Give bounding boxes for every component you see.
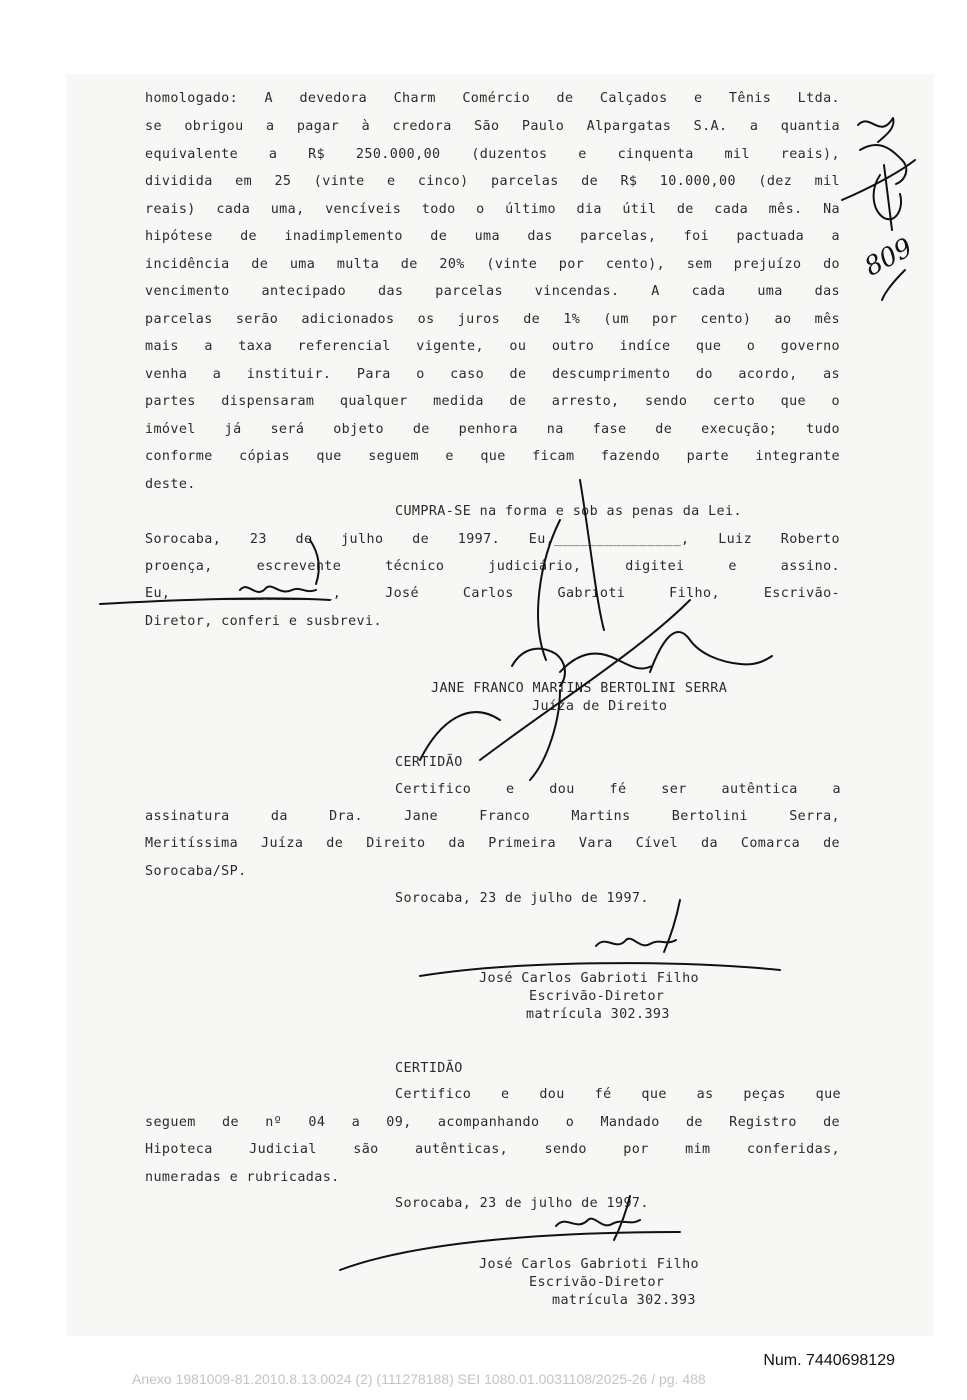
body-line: se obrigou a pagar à credora São Paulo Alpargatas S.A. a quantia — [145, 119, 840, 134]
body-line: reais) cada uma, vencíveis todo o último dia útil de cada mês. Na — [145, 202, 840, 217]
body-line: parcelas serão adicionados os juros de 1% (um por cento) ao mês — [145, 312, 840, 327]
certidao-date: Sorocaba, 23 de julho de 1997. — [395, 891, 649, 906]
body-line: dividida em 25 (vinte e cinco) parcelas de R$ 10.000,00 (dez mil — [145, 174, 840, 189]
certidao-date: Sorocaba, 23 de julho de 1997. — [395, 1196, 649, 1211]
body-line: vencimento antecipado das parcelas vincendas. A cada uma das — [145, 284, 840, 299]
body-line: deste. — [145, 477, 196, 492]
certidao-line: numeradas e rubricadas. — [145, 1170, 340, 1185]
certidao-line: seguem de nº 04 a 09, acompanhando o Mandado de Registro de — [145, 1115, 840, 1130]
signer-role: Escrivão-Diretor — [529, 1275, 665, 1290]
footer-reference: Anexo 1981009-81.2010.8.13.0024 (2) (111278188) SEI 1080.01.0031108/2025-26 / pg. 488 — [132, 1371, 706, 1387]
signer-role: Escrivão-Diretor — [529, 989, 665, 1004]
handwritten-page-number: 809 — [859, 232, 918, 283]
certidao-line: Certifico e dou fé ser autêntica a — [395, 782, 841, 797]
body-line: conforme cópias que seguem e que ficam fazendo parte integrante — [145, 449, 840, 464]
body-line: venha a instituir. Para o caso de descumprimento do acordo, as — [145, 367, 840, 382]
cumpra-se-line: CUMPRA-SE na forma e sob as penas da Lei. — [395, 504, 742, 519]
judge-title: Juíza de Direito — [532, 699, 668, 714]
certidao-line: Certifico e dou fé que as peças que — [395, 1087, 841, 1102]
certidao-heading: CERTIDÃO — [395, 1061, 463, 1076]
certidao-heading: CERTIDÃO — [395, 755, 463, 770]
closing-line: Sorocaba, 23 de julho de 1997. Eu,_______________, Luiz Roberto — [145, 532, 840, 547]
body-line: homologado: A devedora Charm Comércio de Calçados e Tênis Ltda. — [145, 91, 840, 106]
scanned-document — [66, 74, 934, 1336]
certidao-line: Hipoteca Judicial são autênticas, sendo por mim conferidas, — [145, 1142, 840, 1157]
judge-name: JANE FRANCO MARTINS BERTOLINI SERRA — [431, 681, 728, 696]
signer-name: José Carlos Gabrioti Filho — [479, 971, 700, 986]
body-line: imóvel já será objeto de penhora na fase de execução; tudo — [145, 422, 840, 437]
body-line: incidência de uma multa de 20% (vinte por cento), sem prejuízo do — [145, 257, 840, 272]
certidao-line: Sorocaba/SP. — [145, 864, 247, 879]
certidao-line: assinatura da Dra. Jane Franco Martins Bertolini Serra, — [145, 809, 840, 824]
body-line: hipótese de inadimplemento de uma das parcelas, foi pactuada a — [145, 229, 840, 244]
body-line: partes dispensaram qualquer medida de arresto, sendo certo que o — [145, 394, 840, 409]
closing-line: Diretor, conferi e susbrevi. — [145, 614, 382, 629]
document-number: Num. 7440698129 — [763, 1352, 895, 1369]
body-line: mais a taxa referencial vigente, ou outro indíce que o governo — [145, 339, 840, 354]
closing-line: proença, escrevente técnico judiciário, digitei e assino. — [145, 559, 840, 574]
body-line: equivalente a R$ 250.000,00 (duzentos e cinquenta mil reais), — [145, 147, 840, 162]
signer-registration: matrícula 302.393 — [552, 1293, 696, 1308]
signer-registration: matrícula 302.393 — [526, 1007, 670, 1022]
signer-name: José Carlos Gabrioti Filho — [479, 1257, 700, 1272]
certidao-line: Meritíssima Juíza de Direito da Primeira Vara Cível da Comarca de — [145, 836, 840, 851]
closing-line: Eu, ______________, José Carlos Gabrioti Filho, Escrivão- — [145, 586, 840, 601]
